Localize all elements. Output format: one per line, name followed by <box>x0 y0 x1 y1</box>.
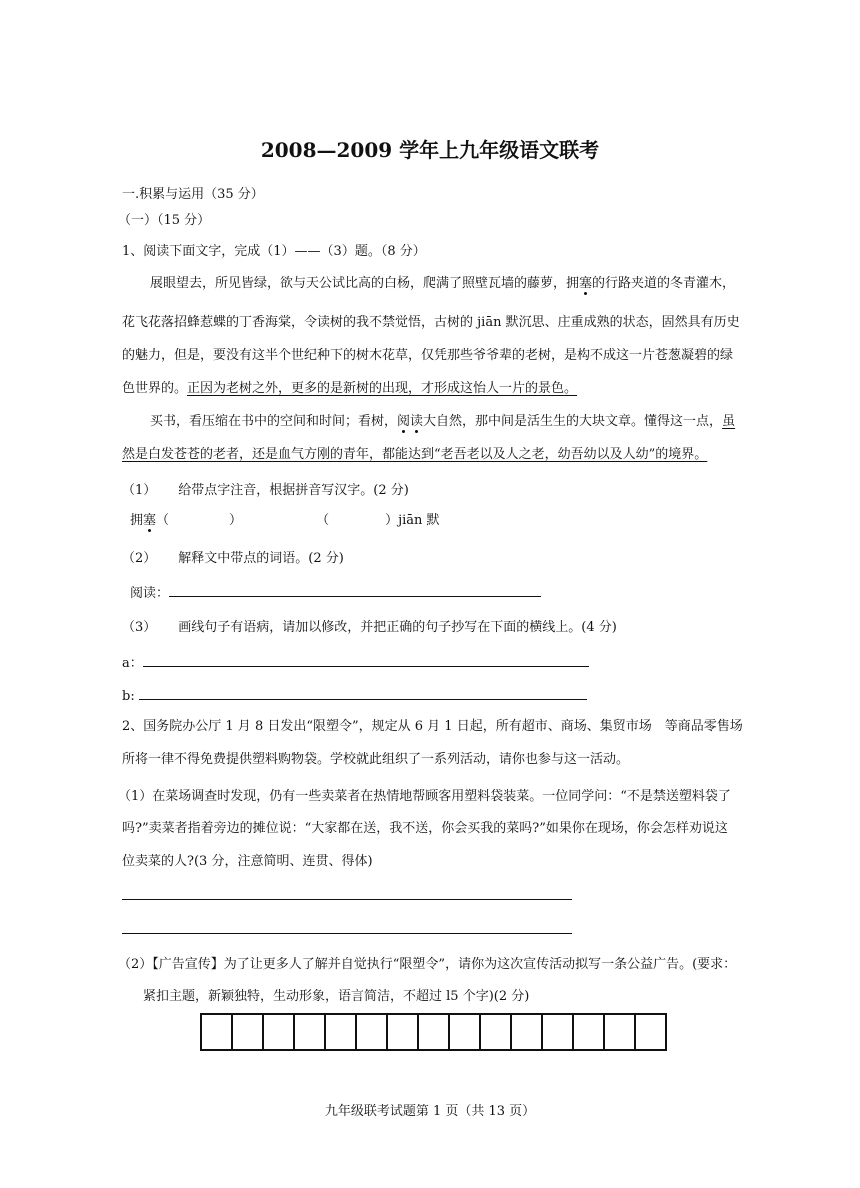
answer-blank[interactable] <box>122 933 572 934</box>
sub-number: （1） <box>122 483 157 498</box>
sub-number: （3） <box>122 620 157 635</box>
passage-text: 大自然，那中间是活生生的大块文章。懂得这一点， <box>423 414 723 429</box>
part-heading: （一）（15 分） <box>118 213 211 228</box>
question-2-2-line: （2）【广告宣传】为了让更多人了解并自觉执行“限塑令”，请你为这次宣传活动拟写一条公益广告。(要求： <box>118 957 737 972</box>
sub-number: （2） <box>122 551 157 566</box>
question-1-stem: 1、阅读下面文字，完成（1）——（3）题。（8 分） <box>122 244 426 259</box>
question-2-line: 2、国务院办公厅 1 月 8 日发出“限塑令”，规定从 6 月 1 日起，所有超市、商场、集贸市场 等商品零售场 <box>122 719 743 734</box>
answer-label: 阅读： <box>130 586 170 601</box>
sub-question-2-answer <box>130 584 541 603</box>
answer-blank[interactable] <box>139 687 587 700</box>
dotted-char: 塞 <box>579 276 593 291</box>
passage-text: 色世界的。 <box>122 381 188 396</box>
question-2-1-line: 位卖菜的人?(3 分，注意简明、连贯、得体) <box>122 854 373 869</box>
underlined-sentence: 然是白发苍苍的老者，还是血气方刚的青年，都能达到“老吾老以及人之老，幼吾幼以及人幼”的境界。 <box>122 447 708 462</box>
dotted-char: 塞 <box>143 513 157 528</box>
answer-blank[interactable] <box>122 899 572 900</box>
page-title: 2008—2009 学年上九年级语文联考 <box>260 138 600 162</box>
answer-paren: ） <box>229 513 243 528</box>
answer-box[interactable] <box>295 1015 326 1049</box>
answer-box[interactable] <box>233 1015 264 1049</box>
answer-label: a： <box>122 656 143 671</box>
dotted-char: 阅 <box>397 414 411 429</box>
sub-question-3 <box>122 619 617 637</box>
answer-blank[interactable] <box>143 654 589 667</box>
answer-paren[interactable]: （ <box>156 513 170 528</box>
answer-box[interactable] <box>481 1015 512 1049</box>
page-footer: 九年级联考试题第 1 页（共 13 页） <box>324 1104 536 1119</box>
sub-text: 画线句子有语病，请加以修改，并把正确的句子抄写在下面的横线上。(4 分) <box>178 620 617 635</box>
answer-box[interactable] <box>605 1015 636 1049</box>
sub-text: 给带点字注音，根据拼音写汉字。(2 分) <box>178 483 409 498</box>
answer-line-a <box>122 654 589 673</box>
passage-text: 展眼望去，所见皆绿，欲与天公试比高的白杨，爬满了照壁瓦墙的藤萝，拥 <box>150 276 580 291</box>
passage-line: 花飞花落招蜂惹蝶的丁香海棠，令读树的我不禁觉悟，古树的 jiān 默沉思、庄重成熟的状态，固然具有历史 <box>122 315 740 330</box>
passage-line <box>122 446 707 464</box>
sub-text: 解释文中带点的词语。(2 分) <box>178 551 344 566</box>
sub-question-1 <box>122 482 409 500</box>
passage-text: 买书，看压缩在书中的空间和时间；看树， <box>150 414 398 429</box>
section-heading: 一.积累与运用（35 分） <box>122 187 264 202</box>
question-2-line: 所将一律不得免费提供塑料购物袋。学校就此组织了一系列活动，请你也参与这一活动。 <box>122 752 630 767</box>
answer-box[interactable] <box>450 1015 481 1049</box>
passage-line <box>150 413 735 431</box>
passage-line <box>150 275 735 293</box>
answer-paren[interactable]: （ <box>316 513 330 528</box>
passage-line <box>122 380 577 398</box>
answer-box[interactable] <box>202 1015 233 1049</box>
answer-paren: ）jiān 默 <box>385 513 440 528</box>
answer-box[interactable] <box>357 1015 388 1049</box>
answer-box[interactable] <box>574 1015 605 1049</box>
underlined-sentence: 正因为老树之外，更多的是新树的出现，才形成这怡人一片的景色。 <box>187 381 578 396</box>
answer-box[interactable] <box>512 1015 543 1049</box>
passage-text: 的行路夹道的冬青灌木， <box>592 276 736 291</box>
answer-box[interactable] <box>543 1015 574 1049</box>
passage-line: 的魅力，但是，要没有这半个世纪种下的树木花草，仅凭那些爷爷辈的老树，是构不成这一片苍葱凝碧的绿 <box>122 348 734 363</box>
answer-box[interactable] <box>326 1015 357 1049</box>
answer-box[interactable] <box>264 1015 295 1049</box>
question-2-1-line: 吗?”卖菜者指着旁边的摊位说：“大家都在送，我不送，你会买我的菜吗?”如果你在现场，你会怎样劝说这 <box>122 821 728 836</box>
sub-question-1-answer <box>130 512 440 530</box>
ad-answer-grid <box>200 1013 667 1051</box>
answer-text: 拥 <box>130 513 144 528</box>
dotted-char: 读 <box>410 414 424 429</box>
answer-line-b <box>122 687 587 706</box>
answer-label: b: <box>122 689 139 704</box>
answer-box[interactable] <box>419 1015 450 1049</box>
question-2-2-line: 紧扣主题，新颖独特，生动形象，语言简洁，不超过 l5 个字)(2 分) <box>143 989 530 1004</box>
sub-question-2 <box>122 550 344 568</box>
answer-blank[interactable] <box>169 584 541 597</box>
question-2-1-line: （1）在菜场调查时发现，仍有一些卖菜者在热情地帮顾客用塑料袋装菜。一位同学问：“不是禁送塑料袋了 <box>118 789 731 804</box>
answer-box[interactable] <box>636 1015 665 1049</box>
underlined-sentence: 虽 <box>722 414 736 429</box>
answer-box[interactable] <box>388 1015 419 1049</box>
